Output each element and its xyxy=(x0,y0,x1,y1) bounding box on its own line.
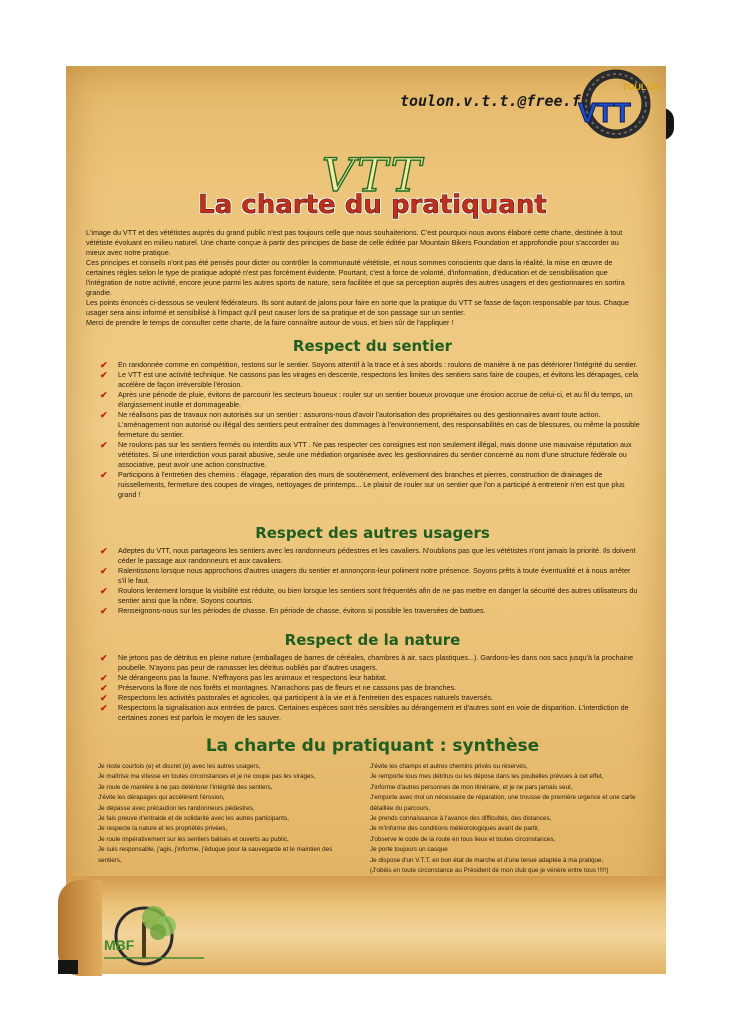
intro-text xyxy=(86,228,638,328)
synthese-line: (J'obéis en toute circonstance au Président de mon club que je vénère entre tous !!!!!) xyxy=(370,867,609,875)
list-item xyxy=(100,390,640,410)
intro-paragraph: Les points énoncés ci-dessous se veulent fédérateurs. Ils sont autant de jalons pour faire en sorte que la pratique du VTT se fasse de façon responsable par tous. Chaque usager sera ainsi informé et sensibilisé à l'impact qu'il peut causer lors de sa pratique et de son passage sur un sentier. xyxy=(86,298,629,317)
check-icon: ✔ xyxy=(100,673,108,683)
list-item-text: Ne réalisons pas de travaux non autorisés sur un sentier : assurons-nous d'avoir l'autorisation des propriétaires ou des gestionnaires avant toute action. L'aménagement non autorisé ou illégal des sentiers peut entraîner des dommages à l'environnement, des responsabilités en cas de blessures, ou même la possible fermeture du sentier. xyxy=(118,410,640,439)
intro-paragraph: L'image du VTT et des vététistes auprès du grand public n'est pas toujours celle que nous souhaiterions. C'est pourquoi nous avons élaboré cette charte, destinée à tout vététiste évoluant en milieu naturel. Une charte conçue à partir des principes de base de celle éditée par Mountain Bikers Foundation et approfondie pour s'accorder au mieux avec notre pratique. xyxy=(86,228,623,257)
synthese-line: Je prends connaissance à l'avance des difficultés, des distances, xyxy=(370,815,552,823)
logo-text-top: TOULON xyxy=(622,82,660,92)
synthese-line: J'observe le code de la route en tous lieux et toutes circonstances, xyxy=(370,835,556,843)
list-item-text: Respectons les activités pastorales et agricoles, qui participent à la vie et à l'entretien des espaces naturels traversés. xyxy=(118,693,493,702)
check-icon: ✔ xyxy=(100,370,108,380)
synthese-line: Je remporte tous mes détritus ou les dépose dans les poubelles prévues à cet effet, xyxy=(370,773,604,781)
check-icon: ✔ xyxy=(100,693,108,703)
synthese-line: J'évite les champs et autres chemins privés ou réservés, xyxy=(370,763,528,770)
contact-email[interactable]: toulon.v.t.t.@free.fr xyxy=(400,92,590,110)
synthese-right-column xyxy=(370,762,642,876)
list-item xyxy=(100,360,640,370)
list-item-text: En randonnée comme en compétition, restons sur le sentier. Soyons attentif à la trace et à ses abords : roulons de manière à ne pas détériorer l'intégrité du sentier. xyxy=(118,360,638,369)
list-item xyxy=(100,370,640,390)
list-item xyxy=(100,546,640,566)
scroll-bottom-roll-end xyxy=(58,960,78,974)
synthese-line: Je fais preuve d'entraide et de solidarité avec les autres participants, xyxy=(98,815,289,823)
list-item xyxy=(100,703,640,723)
list-item-text: Adeptes du VTT, nous partageons les sentiers avec les randonneurs pédestres et les cavaliers. N'oublions pas que les vététistes n'ont jamais la priorité. Ils doivent céder le passage aux randonneurs et aux cavaliers. xyxy=(118,546,636,565)
list-item xyxy=(100,606,640,616)
list-item-text: Respectons la signalisation aux entrées de parcs. Certaines espèces sont très sensibles au dérangement et d'autres sont en voie de disparition. L'interdiction de certaines zones est parfois le moyen de les sauver. xyxy=(118,703,629,722)
list-item-text: Ne dérangeons pas la faune. N'effrayons pas les animaux et respectons leur habitat. xyxy=(118,673,387,682)
check-icon: ✔ xyxy=(100,653,108,663)
synthese-line: Je reste courtois (e) et discret (e) avec les autres usagers, xyxy=(98,763,261,770)
synthese-line: Je roule de manière à ne pas détériorer l'intégrité des sentiers, xyxy=(98,783,273,791)
section-title-nature: Respect de la nature xyxy=(284,631,461,649)
check-icon: ✔ xyxy=(100,586,108,596)
tree-icon xyxy=(142,906,176,958)
check-icon: ✔ xyxy=(100,606,108,616)
check-icon: ✔ xyxy=(100,470,108,480)
logo-text-main: VTT xyxy=(578,97,631,128)
list-item xyxy=(100,683,640,693)
check-icon: ✔ xyxy=(100,360,108,370)
list-item-text: Ne jetons pas de détritus en pleine nature (emballages de barres de céréales, chambres à air, sacs plastiques...). Gardons-les dans nos sacs jusqu'à la prochaine poubelle. N'ayons pas peur de ramasser les détritus oubliés par d'autres usagers. xyxy=(118,653,634,672)
intro-paragraph: Merci de prendre le temps de consulter cette charte, de la faire connaître autour de vous, et bien sûr de l'appliquer ! xyxy=(86,318,454,327)
list-item xyxy=(100,470,640,500)
check-icon: ✔ xyxy=(100,410,108,420)
list-item xyxy=(100,673,640,683)
list-item-text: Préservons la flore de nos forêts et montagnes. N'arrachons pas de fleurs et ne cassons pas de branches. xyxy=(118,683,457,692)
intro-paragraph: Ces principes et conseils n'ont pas été pensés pour dicter ou contrôler la communauté vététiste, et nous sommes conscients que dans la réalité, la mise en œuvre de certaines règles selon le type de pratique adopté n'est pas forcément évidente. Pourtant, c'est à force de volonté, d'information, d'éducation et de sensibilisation que l'intégration de notre activité, encore jeune parmi les autres sports de nature, sera facilitée et que sa perception auprès des autres usagers et des gestionnaires en sortira grandie. xyxy=(86,258,625,297)
section-title-synthese: La charte du pratiquant : synthèse xyxy=(205,736,540,756)
check-icon: ✔ xyxy=(100,546,108,556)
list-item xyxy=(100,653,640,673)
section-title-sentier: Respect du sentier xyxy=(292,337,453,355)
synthese-line: Je suis responsable, j'agis, j'informe, j'éduque pour la sauvegarde et le maintien des sentiers, xyxy=(98,846,333,864)
check-icon: ✔ xyxy=(100,390,108,400)
section-title-usagers: Respect des autres usagers xyxy=(255,524,490,542)
synthese-line: Je dispose d'un V.T.T. en bon état de marche et d'une tenue adaptée à ma pratique, xyxy=(370,856,604,864)
list-item-text: Ralentissons lorsque nous approchons d'autres usagers du sentier et annonçons-leur poliment notre présence. Soyons prêts à toute éventualité et à nous arrêter s'il le faut. xyxy=(118,566,631,585)
list-usagers xyxy=(100,546,640,616)
synthese-line: J'emporte avec moi un nécessaire de réparation, une trousse de première urgence et une carte détaillée du parcours, xyxy=(370,794,636,812)
list-nature xyxy=(100,653,640,723)
title-vtt: VTT xyxy=(321,148,424,202)
synthese-left-column xyxy=(98,762,348,866)
mbf-logo xyxy=(100,896,210,970)
list-item xyxy=(100,566,640,586)
synthese-line: Je maîtrise ma vitesse en toutes circonstances et je ne coupe pas les virages, xyxy=(98,773,316,781)
mbf-logo-text: MBF xyxy=(104,937,135,953)
synthese-line: Je roule impérativement sur les sentiers balisés et ouverts au public, xyxy=(98,835,289,843)
list-item-text: Ne roulons pas sur les sentiers fermés ou interdits aux VTT . Ne pas respecter ces consignes est non seulement illégal, mais donne une mauvaise réputation aux vététistes. Si une interdiction vous parait abusive, seule une médiation organisée avec les gestionnaires du sentier concerné au nom d'une structure fédérale ou associative, peut avoir une action constructive. xyxy=(118,440,632,469)
list-item-text: Renseignons-nous sur les périodes de chasse. En période de chasse, évitons si possible les traversées de battues. xyxy=(118,606,486,615)
synthese-line: J'informe d'autres personnes de mon itinéraire, et je ne pars jamais seul, xyxy=(370,783,573,791)
list-item-text: Le VTT est une activité technique. Ne cassons pas les virages en descente, respectons les limites des sentiers sans faire de coupes, et évitons les dérapages, cela accélère de façon irréversible l'érosion. xyxy=(118,370,639,389)
list-item-text: Après une période de pluie, évitons de parcourir les secteurs boueux : rouler sur un sentier boueux provoque une érosion accrue de celui-ci, et au fil du temps, un élargissement inutile et dommageable. xyxy=(118,390,633,409)
list-item xyxy=(100,586,640,606)
toulon-vtt-logo xyxy=(572,66,660,142)
check-icon: ✔ xyxy=(100,683,108,693)
synthese-line: Je respecte la nature et les propriétés privées, xyxy=(98,825,228,833)
check-icon: ✔ xyxy=(100,440,108,450)
list-sentier xyxy=(100,360,640,500)
check-icon: ✔ xyxy=(100,703,108,713)
page-title: La charte du pratiquant xyxy=(198,190,547,220)
list-item-text: Participons à l'entretien des chemins : élagage, réparation des murs de soutènement, enlèvement des branches et pierres, construction de drainages de ruissellements, fermeture des coupes de virages, nettoyages de printemps... Le plaisir de rouler sur un sentier que l'on a participé à entretenir n'en est que plus grand ! xyxy=(118,470,625,499)
synthese-line: Je m'informe des conditions météorologiques avant de partir, xyxy=(370,825,540,833)
check-icon: ✔ xyxy=(100,566,108,576)
list-item xyxy=(100,693,640,703)
list-item-text: Roulons lentement lorsque la visibilité est réduite, ou bien lorsque les sentiers sont fréquentés afin de ne pas mettre en danger la sécurité des autres utilisateurs du sentier ainsi que la nôtre. Soyons courtois. xyxy=(118,586,638,605)
synthese-line: Je porte toujours un casque xyxy=(370,846,448,854)
synthese-line: J'évite les dérapages qui accélèrent l'érosion, xyxy=(98,794,225,802)
synthese-line: Je dépasse avec précaution les randonneurs pédestres, xyxy=(98,804,255,812)
list-item xyxy=(100,440,640,470)
list-item xyxy=(100,410,640,440)
